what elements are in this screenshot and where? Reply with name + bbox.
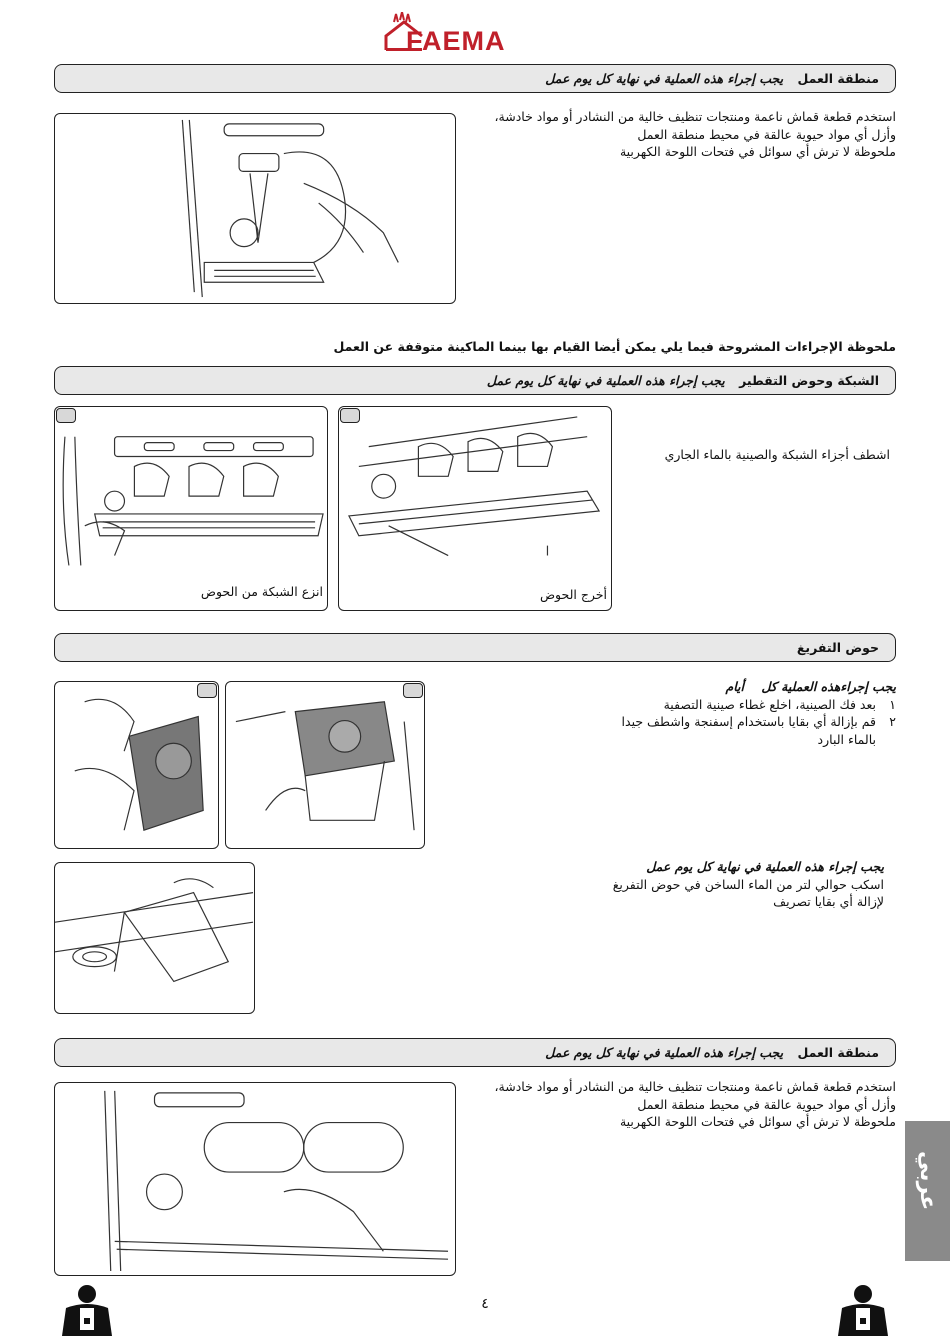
- work-area-text-2: استخدم قطعة قماش ناعمة ومنتجات تنظيف خالية من النشادر أو مواد خادشة، وأزل أي مواد حيوية عالقة في محيط منطقة العمل ملحوظة لا ترش أي سوائل في فتحات اللوحة الكهربية: [494, 1079, 896, 1129]
- section-bar-work-area-2: [54, 1038, 896, 1067]
- work-area-line-1: استخدم قطعة قماش ناعمة ومنتجات تنظيف خالية من النشادر أو مواد خادشة،: [494, 109, 896, 124]
- caption-take-out-tray: أخرج الحوض: [539, 587, 607, 602]
- illustration-work-area-bottom: [54, 1082, 456, 1276]
- section-title: منطقة العمل: [797, 1045, 879, 1060]
- section-subtitle: يجب إجراء هذه العملية في نهاية كل يوم عمل: [545, 1045, 784, 1060]
- brand-name: FAEMA: [406, 26, 506, 56]
- drain-daily: يجب إجراء هذه العملية في نهاية كل يوم عمل اسكب حوالي لتر من الماء الساخن في حوض التفريغ لإزالة أي بقايا تصريف: [612, 859, 884, 909]
- drain-steps: [486, 678, 896, 748]
- page-number: ٤: [481, 1296, 489, 1312]
- figure-tag: [56, 408, 76, 423]
- caption-remove-grid: انزع الشبكة من الحوض: [200, 584, 323, 599]
- work-area-line-2: وأزل أي مواد حيوية عالقة في محيط منطقة العمل: [637, 126, 896, 142]
- drain-step-cont: بالماء البارد: [817, 731, 876, 747]
- illustration-work-area-top: [54, 113, 456, 304]
- waiter-icon: [58, 1284, 116, 1338]
- figure-tag: [197, 683, 217, 698]
- language-tab: عربي: [905, 1121, 950, 1261]
- illustration-drain-cover: [54, 681, 219, 849]
- section-title: منطقة العمل: [797, 71, 879, 86]
- section-subtitle: يجب إجراء هذه العملية في نهاية كل يوم عمل: [545, 71, 784, 86]
- drain-frequency: يجب إجراءهذه العملية كل أيام: [725, 679, 896, 694]
- work-area-line-3: ملحوظة لا ترش أي سوائل في فتحات اللوحة الكهربية: [619, 144, 896, 159]
- machine-off-note: ملحوظة الإجراءات المشروحة فيما يلي يمكن أيضا القيام بها بينما الماكينة متوقفة عن العمل: [333, 339, 896, 354]
- figure-tag: [403, 683, 423, 698]
- faema-logo: [384, 12, 568, 54]
- section-title: الشبكة وحوض التقطير: [739, 373, 879, 388]
- section-bar-drain-tray: [54, 633, 896, 662]
- illustration-take-out-tray: [338, 406, 612, 611]
- illustration-drain-remove: [225, 681, 425, 849]
- grid-instruction: اشطف أجزاء الشبكة والصينية بالماء الجاري: [664, 447, 890, 462]
- illustration-remove-grid: [54, 406, 328, 611]
- illustration-pour-water: [54, 862, 255, 1014]
- section-bar-work-area: [54, 64, 896, 93]
- waiter-icon: [834, 1284, 892, 1338]
- section-subtitle: يجب إجراء هذه العملية في نهاية كل يوم عمل: [486, 373, 725, 388]
- figure-tag: [340, 408, 360, 423]
- section-bar-grid-drip-tray: [54, 366, 896, 395]
- section-title: حوض التفريغ: [796, 640, 879, 655]
- work-area-text: [476, 108, 896, 161]
- drain-step: ١ بعد فك الصينية، اخلع غطاء صينية التصفية: [663, 696, 896, 712]
- drain-step: ٢ قم بإزالة أي بقايا باستخدام إسفنجة واشطف جيدا: [621, 714, 896, 729]
